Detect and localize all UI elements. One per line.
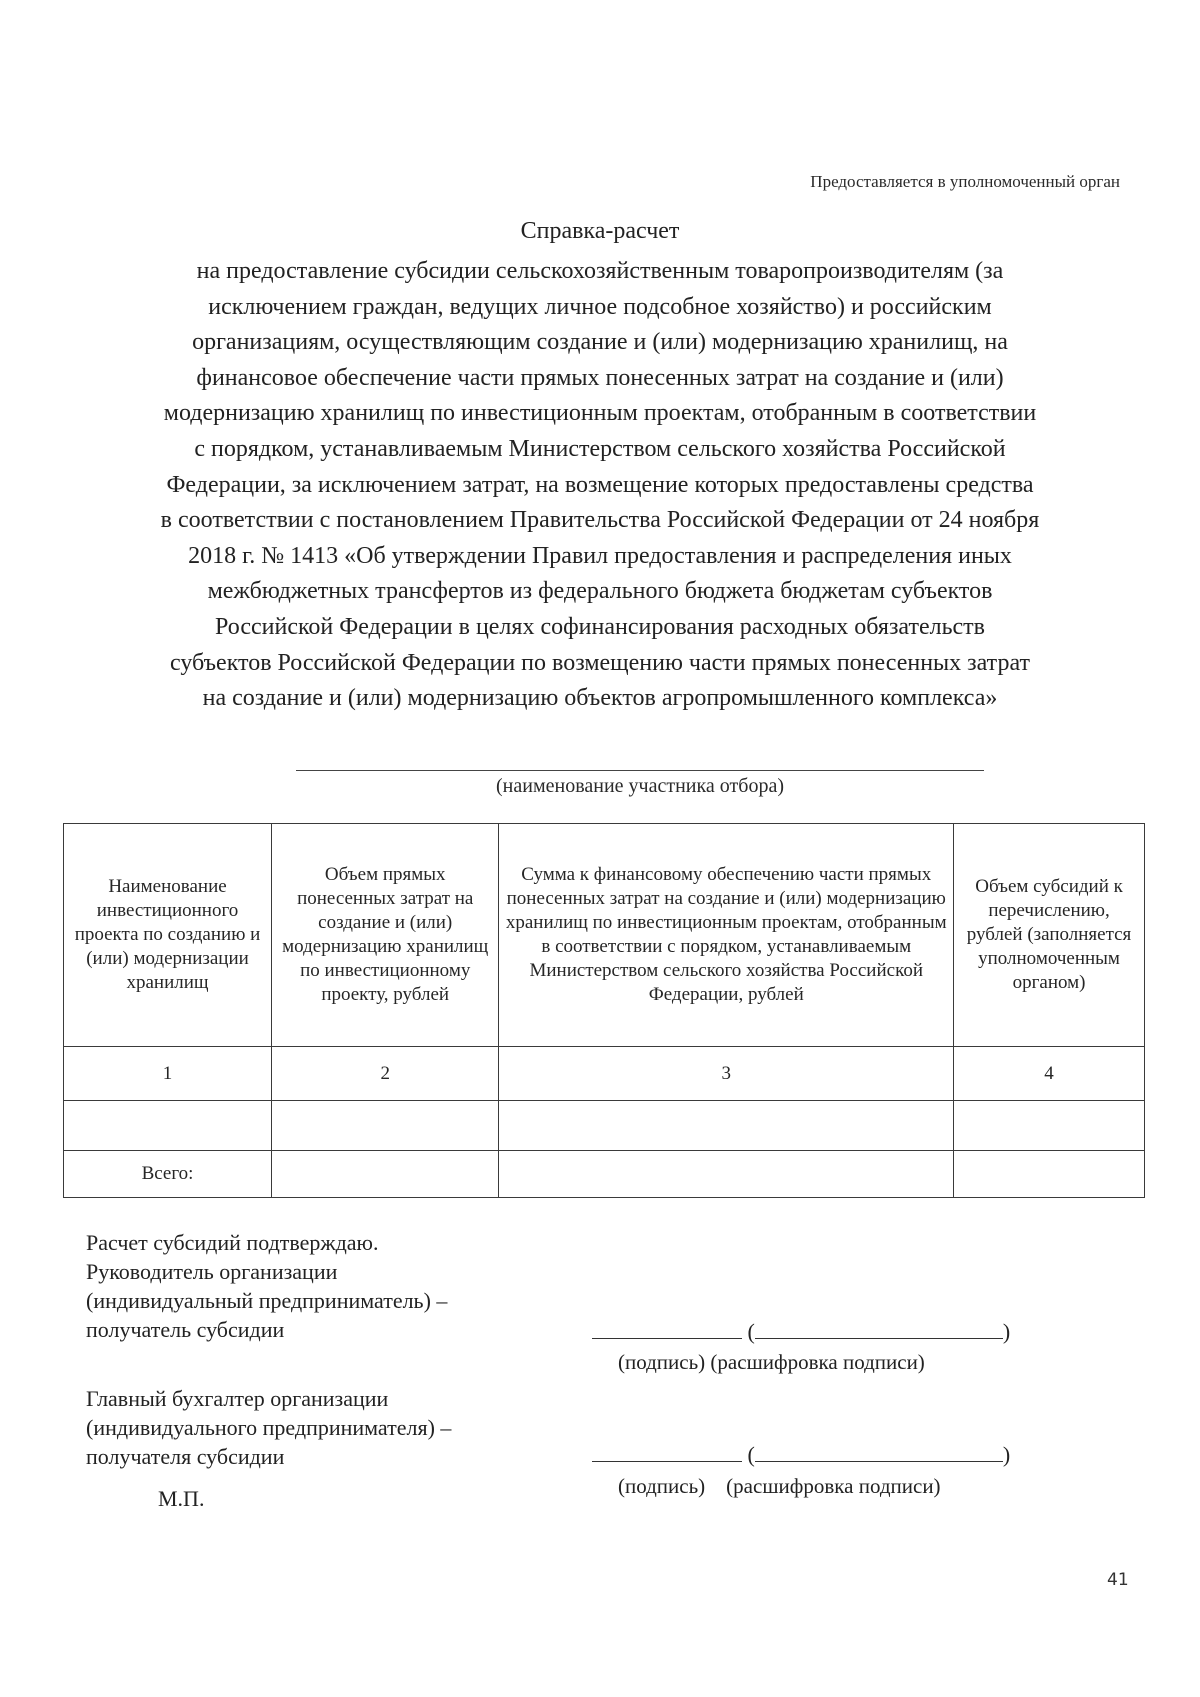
subject-line: на создание и (или) модернизацию объектов агропромышленного комплекса» bbox=[202, 685, 998, 712]
header-subsidy-volume: Объем субсидий к перечислению, рублей (заполняется уполномоченным органом) bbox=[954, 824, 1145, 1047]
document-subject bbox=[80, 254, 1120, 717]
confirmation-line: получатель субсидии bbox=[86, 1317, 285, 1342]
header-direct-costs: Объем прямых понесенных затрат на создание и (или) модернизацию хранилищ по инвестиционному проекту, рублей bbox=[272, 824, 499, 1047]
head-signature-decoding-field[interactable] bbox=[755, 1318, 1003, 1339]
head-signature-field[interactable] bbox=[592, 1318, 742, 1339]
subject-line: Федерации, за исключением затрат, на возмещение которых предоставлены средства bbox=[166, 471, 1034, 498]
stamp-place: М.П. bbox=[158, 1486, 205, 1511]
accountant-line: (индивидуального предпринимателя) – bbox=[86, 1415, 452, 1440]
subject-line: организациям, осуществляющим создание и (или) модернизацию хранилищ, на bbox=[192, 329, 1008, 356]
subject-line: финансовое обеспечение части прямых понесенных затрат на создание и (или) bbox=[196, 364, 1004, 391]
header-financing-amount: Сумма к финансовому обеспечению части прямых понесенных затрат на создание и (или) модернизацию хранилищ по инвестиционным проектам, отобранным в соответствии с порядком, устанавливаемым Министерством сельского хозяйства Российской Федерации, рублей bbox=[499, 824, 954, 1047]
confirmation-line: (индивидуальный предприниматель) – bbox=[86, 1288, 448, 1313]
column-number: 4 bbox=[954, 1047, 1145, 1101]
subject-line: с порядком, устанавливаемым Министерством сельского хозяйства Российской bbox=[194, 435, 1006, 462]
head-signature-line: ( ) bbox=[592, 1318, 1010, 1345]
accountant-line: Главный бухгалтер организации bbox=[86, 1386, 389, 1411]
accountant-signature-field[interactable] bbox=[592, 1441, 742, 1462]
subject-line: на предоставление субсидии сельскохозяйственным товаропроизводителям (за bbox=[196, 258, 1004, 284]
column-number: 1 bbox=[64, 1047, 272, 1101]
total-label: Всего: bbox=[64, 1151, 272, 1198]
recipient-note: Предоставляется в уполномоченный орган bbox=[810, 172, 1120, 191]
total-row bbox=[64, 1151, 1145, 1198]
subject-line: межбюджетных трансфертов из федерального бюджета бюджетам субъектов bbox=[207, 578, 993, 605]
head-signature-caption: (подпись) (расшифровка подписи) bbox=[618, 1350, 925, 1374]
participant-caption: (наименование участника отбора) bbox=[496, 775, 784, 797]
total-cell[interactable] bbox=[954, 1151, 1145, 1198]
table-cell[interactable] bbox=[499, 1101, 954, 1151]
accountant-signature-line: ( ) bbox=[592, 1441, 1010, 1468]
accountant-line: получателя субсидии bbox=[86, 1444, 285, 1469]
table-cell[interactable] bbox=[272, 1101, 499, 1151]
accountant-signature-decoding-field[interactable] bbox=[755, 1441, 1003, 1462]
subject-line: модернизацию хранилищ по инвестиционным проектам, отобранным в соответствии bbox=[163, 400, 1037, 427]
confirmation-line: Руководитель организации bbox=[86, 1259, 338, 1284]
subject-line: 2018 г. № 1413 «Об утверждении Правил предоставления и распределения иных bbox=[188, 542, 1012, 569]
table-row bbox=[64, 1101, 1145, 1151]
total-cell[interactable] bbox=[272, 1151, 499, 1198]
subject-line: субъектов Российской Федерации по возмещению части прямых понесенных затрат bbox=[170, 649, 1030, 676]
subsidy-table bbox=[63, 823, 1145, 1198]
table-cell[interactable] bbox=[954, 1101, 1145, 1151]
page-number: 41 bbox=[1107, 1570, 1129, 1590]
subject-line: исключением граждан, ведущих личное подсобное хозяйство) и российским bbox=[208, 293, 992, 320]
subject-line: Российской Федерации в целях софинансирования расходных обязательств bbox=[214, 613, 985, 640]
column-number: 2 bbox=[272, 1047, 499, 1101]
accountant-signature-caption: (подпись) (расшифровка подписи) bbox=[618, 1474, 941, 1498]
column-number: 3 bbox=[499, 1047, 954, 1101]
participant-name-field[interactable] bbox=[296, 770, 984, 771]
table-header-row bbox=[64, 824, 1145, 1047]
accountant-block bbox=[86, 1384, 451, 1471]
total-cell[interactable] bbox=[499, 1151, 954, 1198]
header-project-name: Наименование инвестиционного проекта по созданию и (или) модернизации хранилищ bbox=[64, 824, 272, 1047]
head-confirmation bbox=[86, 1228, 447, 1344]
table-cell[interactable] bbox=[64, 1101, 272, 1151]
column-number-row bbox=[64, 1047, 1145, 1101]
document-title: Справка-расчет bbox=[520, 218, 680, 244]
confirmation-line: Расчет субсидий подтверждаю. bbox=[86, 1230, 379, 1255]
subject-line: в соответствии с постановлением Правительства Российской Федерации от 24 ноября bbox=[160, 507, 1040, 534]
